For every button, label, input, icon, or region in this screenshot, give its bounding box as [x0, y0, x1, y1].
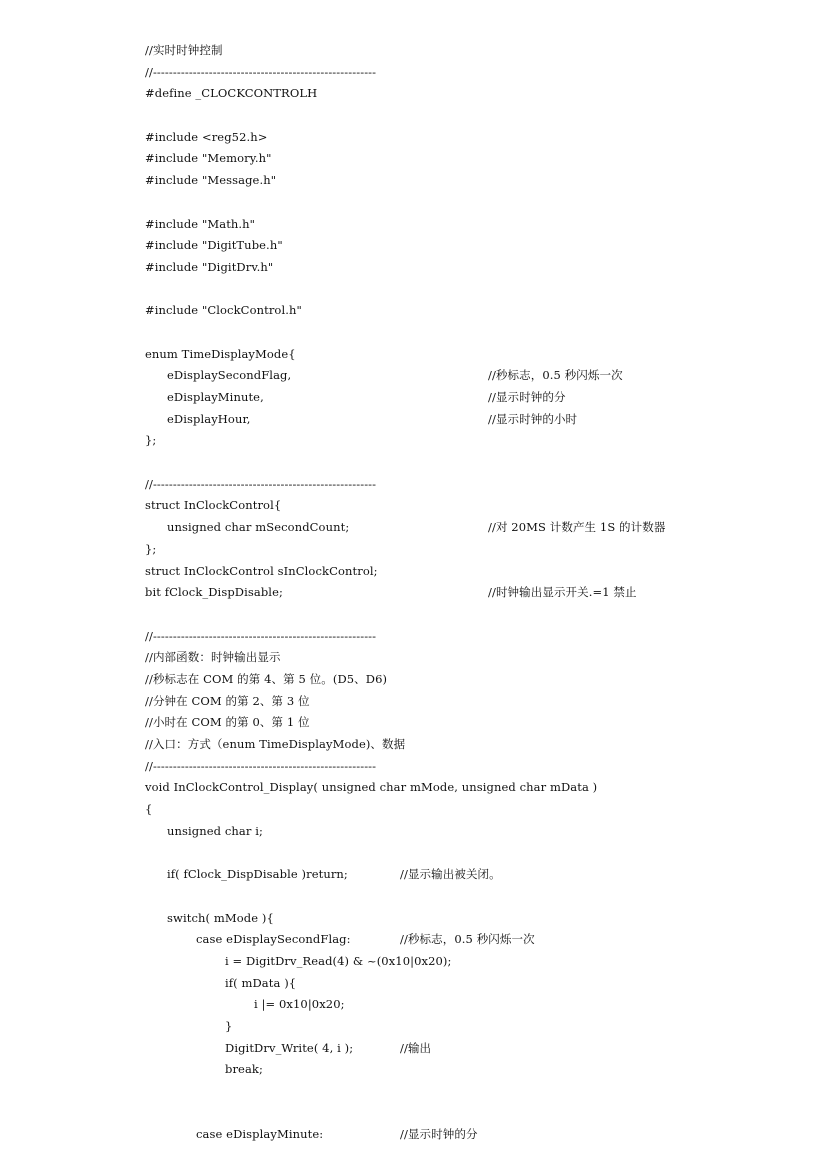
code-line [145, 452, 805, 474]
code-line [145, 669, 805, 691]
code-text: #include "Math.h" [145, 216, 256, 231]
code-text: //-------------------------------------------------------- [145, 64, 377, 79]
code-line [145, 170, 805, 192]
code-line [145, 214, 805, 236]
code-text: struct InClockControl{ [145, 498, 282, 513]
code-line [145, 1081, 805, 1103]
code-text: //入口：方式（enum TimeDisplayMode)、数据 [145, 737, 406, 751]
code-text: //-------------------------------------------------------- [145, 758, 377, 773]
code-text: void InClockControl_Display( unsigned char mMode, unsigned char mData ) [145, 780, 598, 795]
code-comment: //时钟输出显示开关.=1 禁止 [488, 585, 637, 600]
code-comment: //显示输出被关闭。 [400, 867, 501, 882]
code-text: eDisplayHour, [167, 411, 251, 426]
code-text: unsigned char i; [167, 823, 263, 838]
code-line [145, 994, 805, 1016]
code-text: if( mData ){ [225, 975, 297, 990]
code-comment: //显示时钟的小时 [488, 411, 578, 426]
code-line [145, 973, 805, 995]
code-text: } [225, 1018, 233, 1033]
code-line [145, 1103, 805, 1125]
code-line [145, 842, 805, 864]
code-text: case eDisplayMinute: [196, 1127, 324, 1142]
code-line [145, 929, 805, 951]
code-line [145, 1016, 805, 1038]
code-line [145, 474, 805, 496]
code-text: //小时在 COM 的第 0、第 1 位 [145, 715, 310, 730]
code-line [145, 886, 805, 908]
code-text: unsigned char mSecondCount; [167, 520, 350, 535]
code-line [145, 105, 805, 127]
code-comment: //显示时钟的分 [400, 1127, 478, 1142]
code-line [145, 257, 805, 279]
code-text: struct InClockControl sInClockControl; [145, 563, 378, 578]
code-text: enum TimeDisplayMode{ [145, 346, 296, 361]
code-line [145, 821, 805, 843]
code-line [145, 1124, 805, 1146]
code-text: #include "ClockControl.h" [145, 303, 302, 318]
code-line [145, 344, 805, 366]
code-comment: //秒标志，0.5 秒闪烁一次 [400, 932, 535, 947]
code-text: #define _CLOCKCONTROLH [145, 86, 318, 101]
code-line [145, 430, 805, 452]
code-text: //-------------------------------------------------------- [145, 628, 377, 643]
code-text: //内部函数：时钟输出显示 [145, 650, 281, 665]
code-line [145, 777, 805, 799]
code-text: }; [145, 433, 157, 448]
code-line [145, 40, 805, 62]
code-line [145, 322, 805, 344]
code-text: if( fClock_DispDisable )return; [167, 867, 348, 882]
code-comment: //对 20MS 计数产生 1S 的计数器 [488, 520, 666, 535]
code-text: #include "DigitDrv.h" [145, 259, 274, 274]
code-line [145, 1038, 805, 1060]
code-line [145, 647, 805, 669]
code-listing [145, 40, 805, 1146]
code-line [145, 691, 805, 713]
code-line [145, 409, 805, 431]
code-line [145, 582, 805, 604]
code-text: //实时时钟控制 [145, 43, 223, 57]
code-line [145, 387, 805, 409]
code-line [145, 495, 805, 517]
code-text: //秒标志在 COM 的第 4、第 5 位。(D5、D6) [145, 671, 388, 686]
code-text: i |= 0x10|0x20; [254, 997, 345, 1012]
code-comment: //秒标志，0.5 秒闪烁一次 [488, 368, 623, 383]
code-line [145, 626, 805, 648]
code-text: eDisplaySecondFlag, [167, 368, 292, 383]
code-text: eDisplayMinute, [167, 390, 264, 404]
code-text: }; [145, 541, 157, 556]
code-text: //-------------------------------------------------------- [145, 476, 377, 491]
code-line [145, 300, 805, 322]
code-line [145, 517, 805, 539]
code-line [145, 539, 805, 561]
code-line [145, 799, 805, 821]
code-line [145, 864, 805, 886]
code-line [145, 712, 805, 734]
code-line [145, 192, 805, 214]
code-text: #include <reg52.h> [145, 129, 268, 144]
code-line [145, 756, 805, 778]
code-text: switch( mMode ){ [167, 910, 274, 925]
code-text: { [145, 802, 153, 817]
code-comment: //显示时钟的分 [488, 390, 566, 404]
code-text: DigitDrv_Write( 4, i ); [225, 1040, 354, 1055]
code-text: i = DigitDrv_Read(4) & ~(0x10|0x20); [225, 953, 452, 968]
code-line [145, 1059, 805, 1081]
code-line [145, 62, 805, 84]
code-text: #include "DigitTube.h" [145, 238, 283, 253]
code-text: bit fClock_DispDisable; [145, 585, 283, 600]
code-line [145, 279, 805, 301]
code-line [145, 127, 805, 149]
code-text: #include "Message.h" [145, 173, 277, 188]
code-text: //分钟在 COM 的第 2、第 3 位 [145, 693, 310, 708]
code-line [145, 561, 805, 583]
code-line [145, 951, 805, 973]
code-line [145, 908, 805, 930]
code-line [145, 83, 805, 105]
code-line [145, 235, 805, 257]
code-text: break; [225, 1062, 263, 1077]
code-line [145, 148, 805, 170]
code-text: #include "Memory.h" [145, 151, 272, 166]
code-comment: //输出 [400, 1040, 432, 1055]
code-line [145, 604, 805, 626]
code-text: case eDisplaySecondFlag: [196, 932, 351, 947]
code-line [145, 734, 805, 756]
code-line [145, 365, 805, 387]
